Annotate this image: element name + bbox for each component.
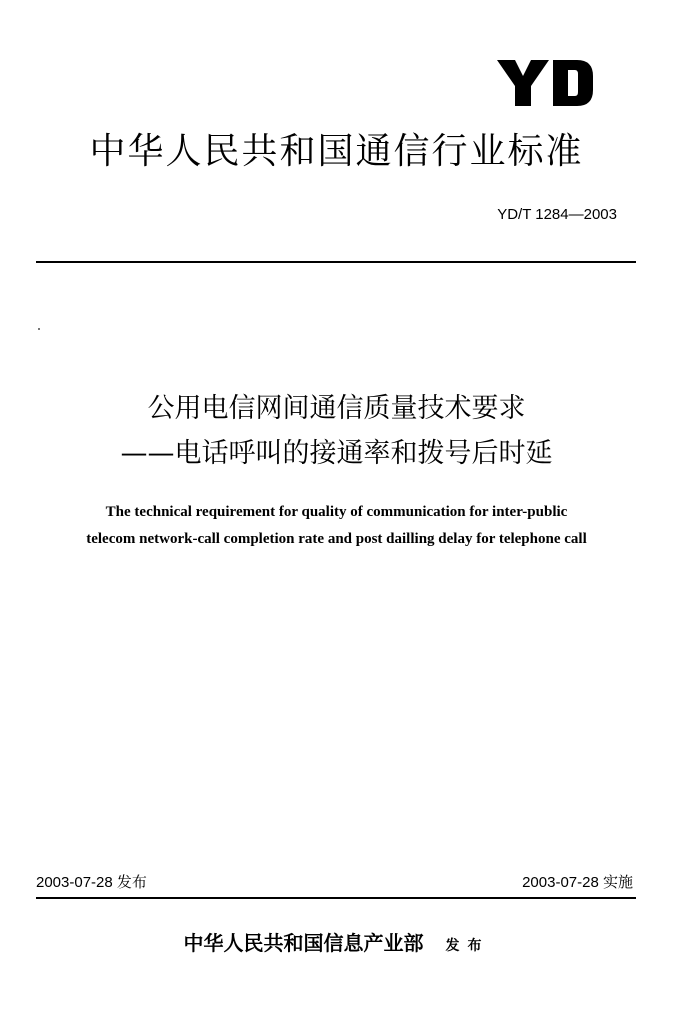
document-title-cn-line2: ——电话呼叫的接通率和拨号后时延 [120, 438, 553, 469]
logo-text: YD [495, 58, 497, 59]
document-title-en-line1: The technical requirement for quality of communication for inter-public [105, 504, 568, 520]
yd-logo [495, 58, 595, 108]
implementation-date: 2003-07-28 实施 [522, 874, 633, 891]
issuer-name: 中华人民共和国信息产业部 [183, 931, 424, 955]
standard-title: 中华人民共和国通信行业标准 [89, 131, 584, 172]
top-divider [36, 261, 636, 263]
document-title-en-line2: telecom network-call completion rate and post dailling delay for telephone call [86, 531, 587, 547]
bottom-divider [36, 897, 636, 899]
document-title-cn-line1: 公用电信网间通信质量技术要求 [147, 393, 526, 424]
scan-speck [38, 328, 40, 330]
standard-number: YD/T 1284—2003 [497, 206, 617, 223]
issuer-action: 发布 [445, 938, 490, 954]
issuer-line [0, 929, 673, 960]
issue-date: 2003-07-28 发布 [36, 874, 147, 891]
